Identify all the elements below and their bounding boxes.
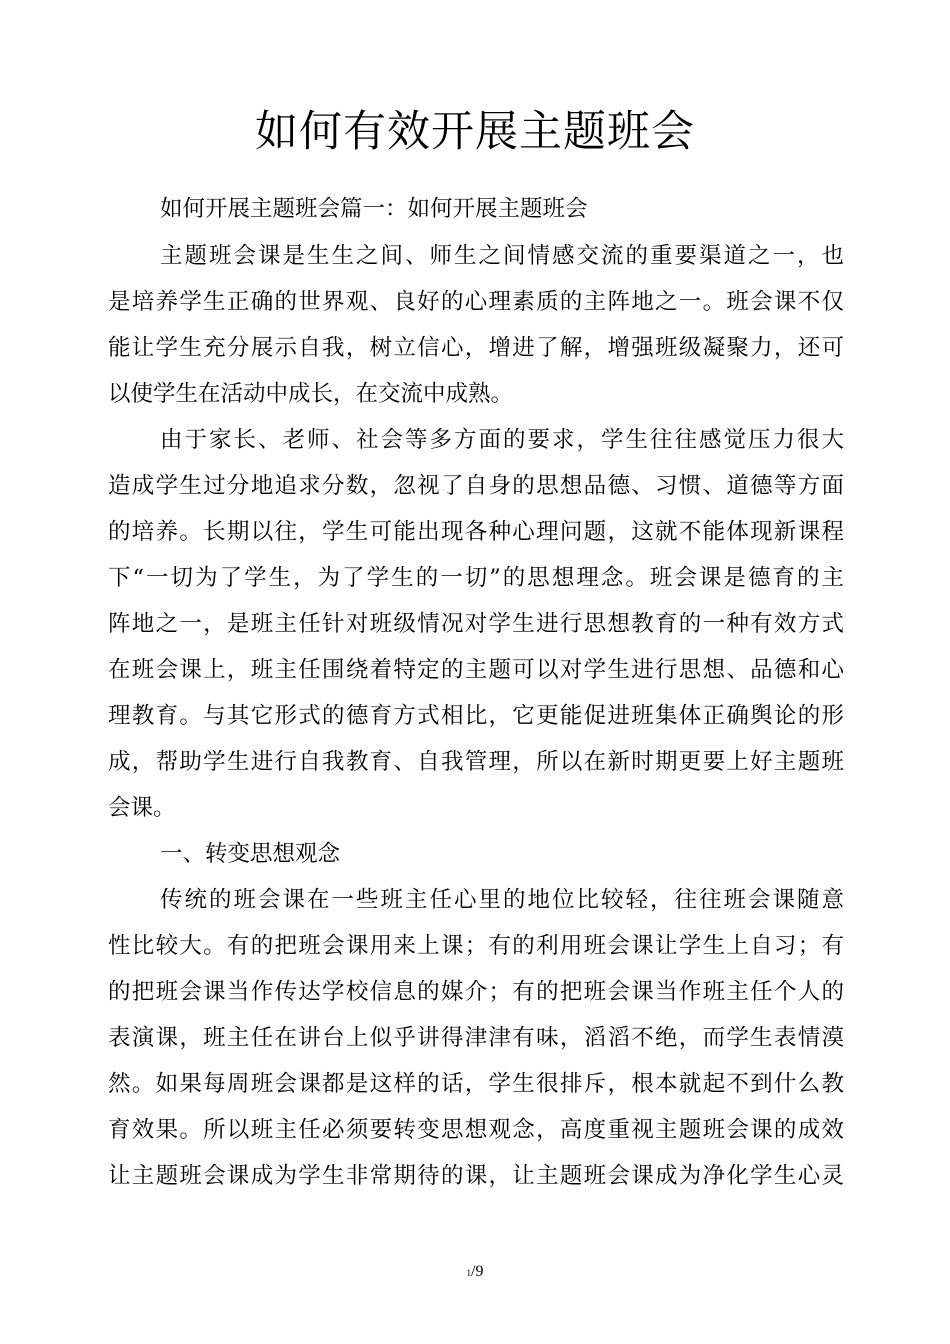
section-paragraph-line-1: 传统的班会课在一些班主任心里的地位比较轻，往往班会课随意 xyxy=(160,887,844,913)
page-number-total: /9 xyxy=(471,1263,484,1280)
section-paragraph-line-2: 性比较大。有的把班会课用来上课；有的利用班会课让学生上自习；有 xyxy=(108,933,844,959)
paragraph-2-line-4: 下“一切为了学生，为了学生的一切”的思想理念。班会课是德育的主 xyxy=(108,565,844,591)
section-paragraph-line-4: 表演课，班主任在讲台上似乎讲得津津有味，滔滔不绝，而学生表情漠 xyxy=(108,1025,844,1051)
section-paragraph-line-7: 让主题班会课成为学生非常期待的课，让主题班会课成为净化学生心灵 xyxy=(108,1163,844,1189)
paragraph-1-line-3: 能让学生充分展示自我，树立信心，增进了解，增强班级凝聚力，还可 xyxy=(108,335,844,361)
paragraph-2-line-1: 由于家长、老师、社会等多方面的要求，学生往往感觉压力很大 xyxy=(160,427,844,453)
paragraph-2-line-7: 理教育。与其它形式的德育方式相比，它更能促进班集体正确舆论的形 xyxy=(108,703,844,729)
paragraph-2-line-5: 阵地之一，是班主任针对班级情况对学生进行思想教育的一种有效方式 xyxy=(108,611,844,637)
section-heading: 一、转变思想观念 xyxy=(160,841,341,867)
document-subtitle: 如何开展主题班会篇一：如何开展主题班会 xyxy=(160,196,588,222)
document-title: 如何有效开展主题班会 xyxy=(255,107,695,157)
page-number-current: 1 xyxy=(466,1268,472,1278)
paragraph-1-line-1: 主题班会课是生生之间、师生之间情感交流的重要渠道之一，也 xyxy=(160,243,844,269)
paragraph-1-line-4: 以使学生在活动中成长，在交流中成熟。 xyxy=(108,381,514,407)
paragraph-2-line-2: 造成学生过分地追求分数，忽视了自身的思想品德、习惯、道德等方面 xyxy=(108,473,844,499)
page-number xyxy=(0,1262,950,1283)
paragraph-2-line-3: 的培养。长期以往，学生可能出现各种心理问题，这就不能体现新课程 xyxy=(108,519,844,545)
paragraph-2-line-8: 成，帮助学生进行自我教育、自我管理，所以在新时期更要上好主题班 xyxy=(108,749,844,775)
section-paragraph-line-5: 然。如果每周班会课都是这样的话，学生很排斥，根本就起不到什么教 xyxy=(108,1071,844,1097)
paragraph-2-line-9: 会课。 xyxy=(108,795,176,821)
section-paragraph-line-6: 育效果。所以班主任必须要转变思想观念，高度重视主题班会课的成效 xyxy=(108,1117,844,1143)
paragraph-2-line-6: 在班会课上，班主任围绕着特定的主题可以对学生进行思想、品德和心 xyxy=(108,657,844,683)
section-paragraph-line-3: 的把班会课当作传达学校信息的媒介；有的把班会课当作班主任个人的 xyxy=(108,979,844,1005)
paragraph-1-line-2: 是培养学生正确的世界观、良好的心理素质的主阵地之一。班会课不仅 xyxy=(108,289,844,315)
